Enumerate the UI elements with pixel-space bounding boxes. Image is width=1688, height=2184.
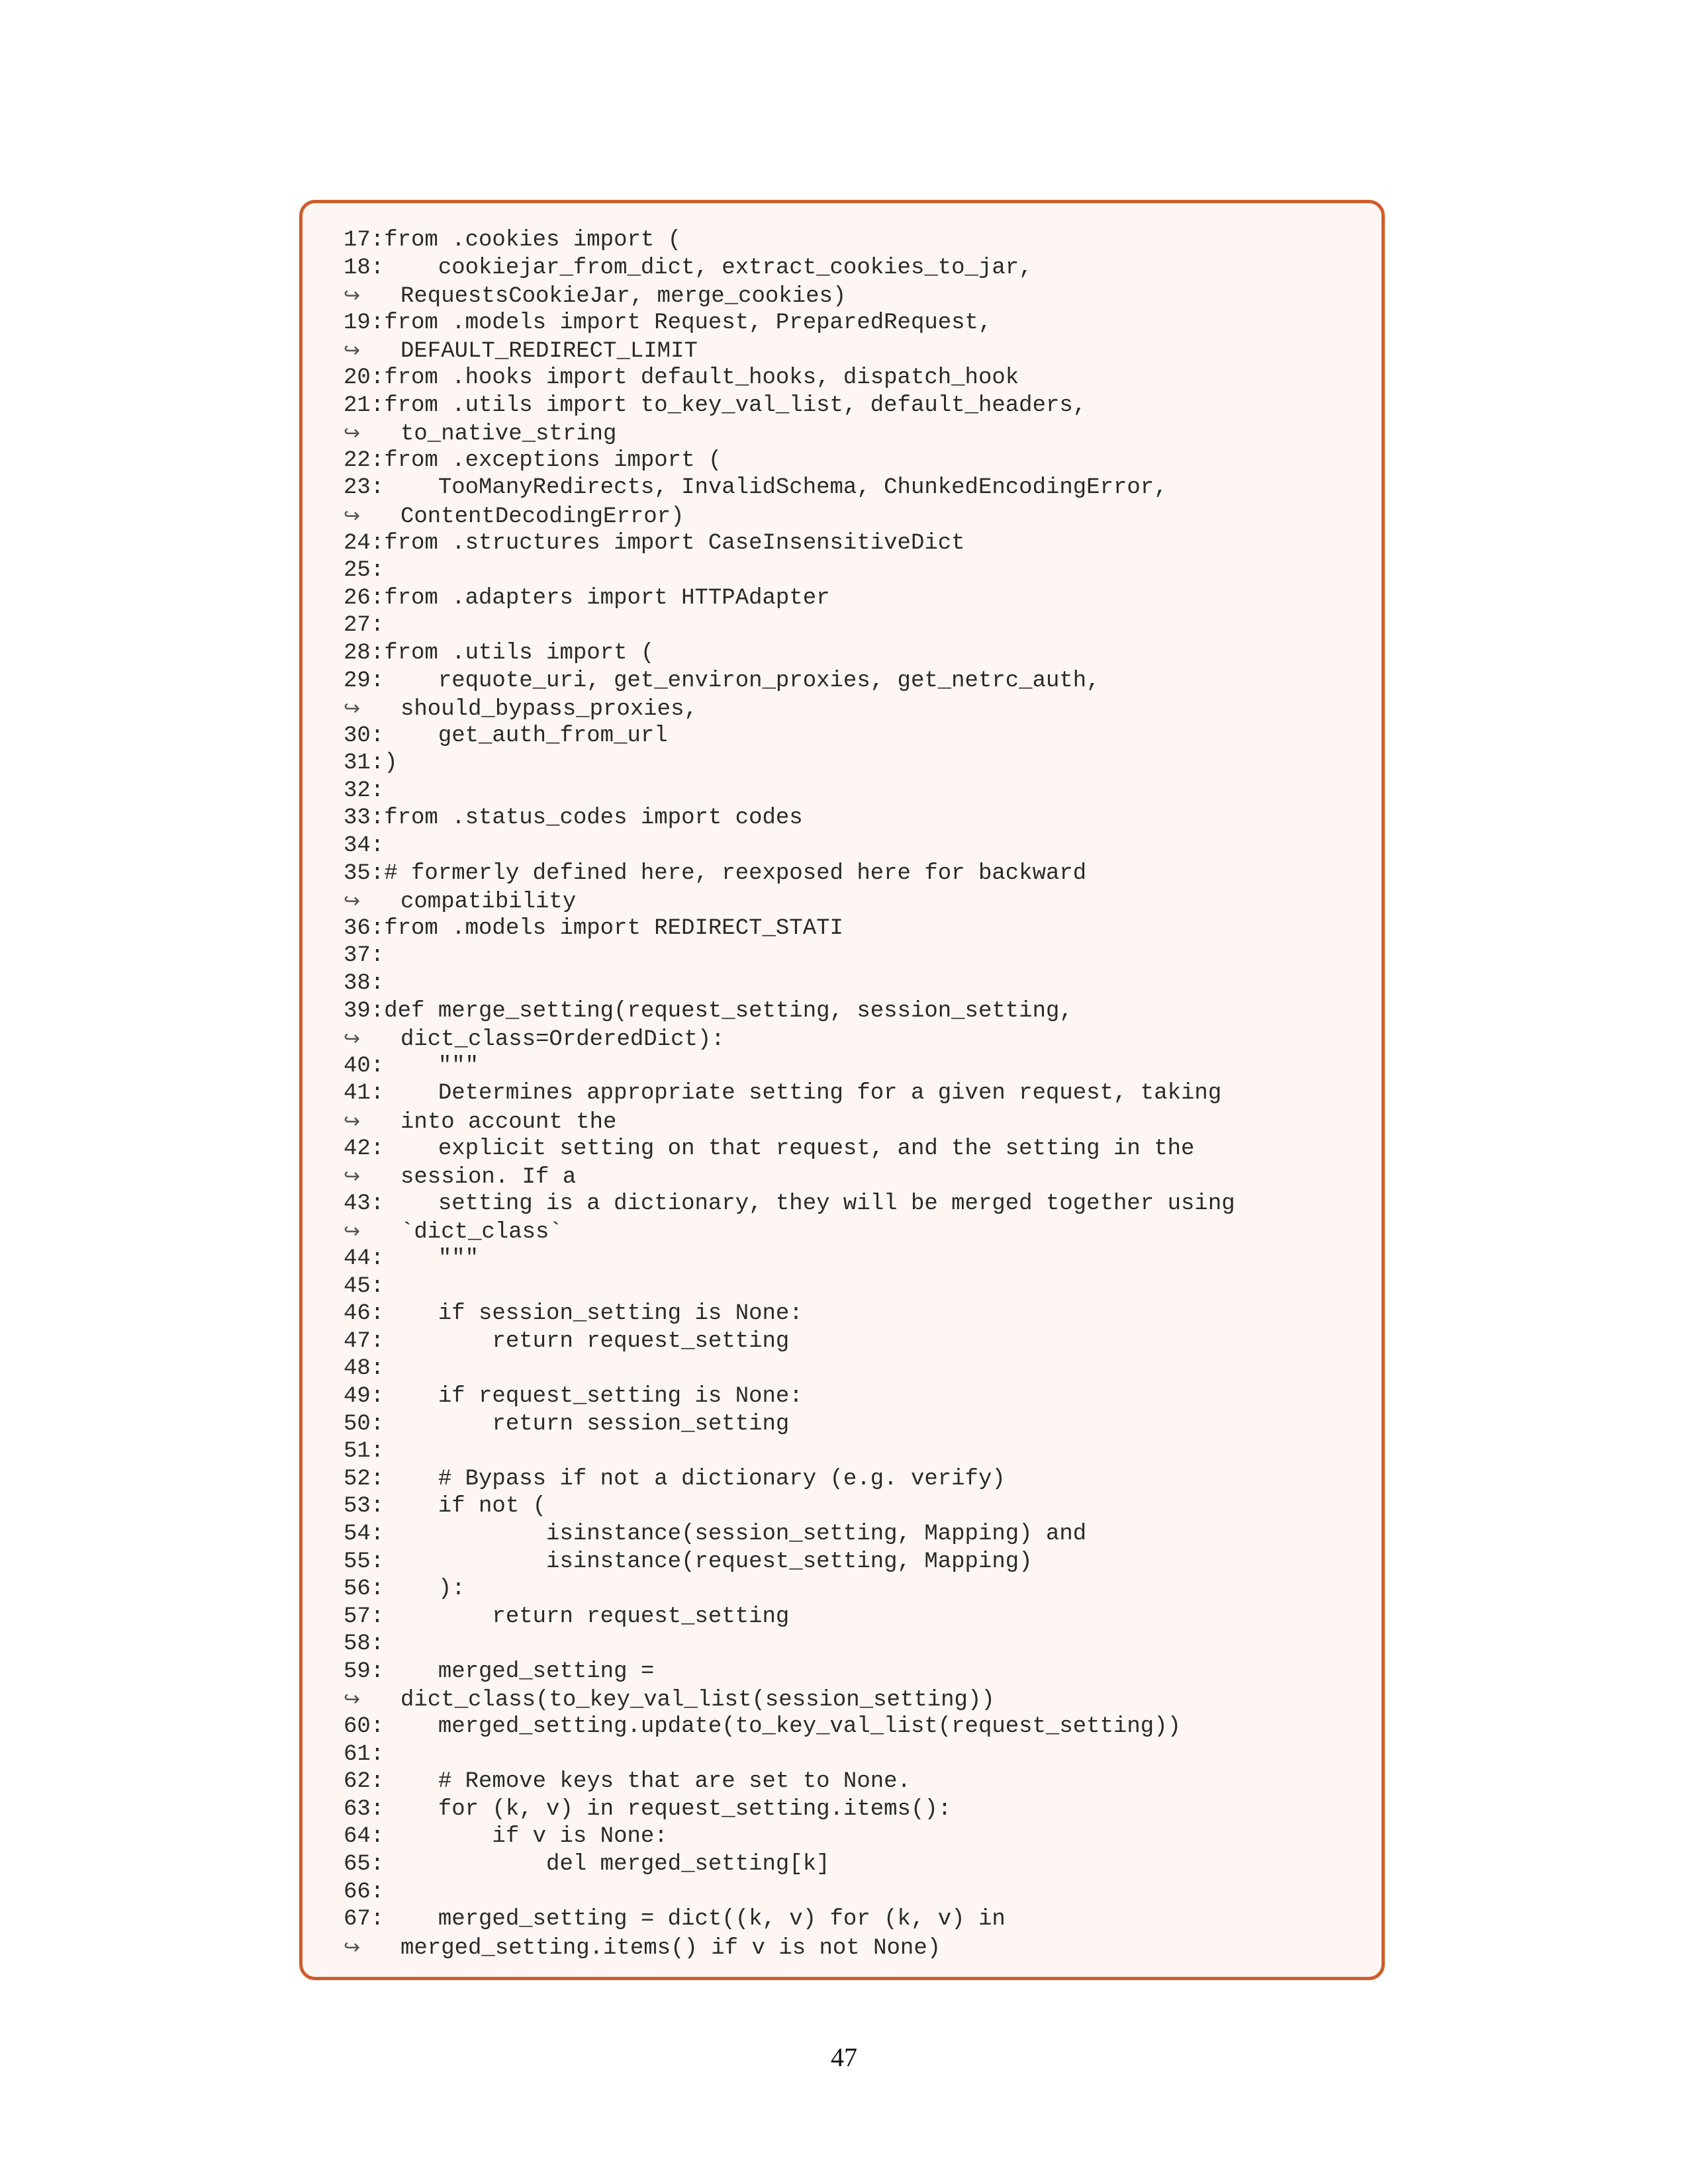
code-line-text: 43: setting is a dictionary, they will be merged together using xyxy=(344,1191,1235,1216)
code-line xyxy=(344,1796,1368,1824)
code-continuation-line xyxy=(344,1218,1368,1246)
line-wrap-arrow-icon: ↪ xyxy=(344,1165,361,1189)
code-line xyxy=(344,1355,1368,1383)
code-line-text: 22:from .exceptions import ( xyxy=(344,447,722,473)
code-line xyxy=(344,640,1368,668)
code-line-text: 29: requote_uri, get_environ_proxies, get_netrc_auth, xyxy=(344,668,1100,694)
code-line-text: into account the xyxy=(400,1110,617,1135)
code-line xyxy=(344,778,1368,805)
code-line xyxy=(344,475,1368,502)
code-line-text: 40: """ xyxy=(344,1053,479,1079)
code-line-text: 26:from .adapters import HTTPAdapter xyxy=(344,585,830,611)
code-line-text: 44: """ xyxy=(344,1246,479,1271)
code-line xyxy=(344,557,1368,585)
line-wrap-arrow-icon: ↪ xyxy=(344,1935,361,1959)
code-line-text: 36:from .models import REDIRECT_STATI xyxy=(344,915,843,941)
code-line xyxy=(344,1604,1368,1631)
code-line-text: 34: xyxy=(344,833,385,859)
code-line xyxy=(344,365,1368,392)
code-continuation-line xyxy=(344,695,1368,723)
code-line xyxy=(344,1879,1368,1907)
code-line xyxy=(344,970,1368,998)
code-line xyxy=(344,998,1368,1026)
code-line xyxy=(344,1438,1368,1466)
code-line xyxy=(344,1768,1368,1796)
code-line xyxy=(344,1136,1368,1163)
code-line-text: 51: xyxy=(344,1439,385,1465)
code-continuation-line xyxy=(344,502,1368,530)
code-line-text: 19:from .models import Request, PreparedRequest, xyxy=(344,310,992,336)
code-line-text: 17:from .cookies import ( xyxy=(344,228,682,253)
code-line-text: 54: isinstance(session_setting, Mapping) and xyxy=(344,1521,1087,1547)
line-wrap-arrow-icon: ↪ xyxy=(344,697,361,721)
code-line-text: 65: del merged_setting[k] xyxy=(344,1852,830,1878)
code-line-text: 45: xyxy=(344,1273,385,1299)
code-line-text: 39:def merge_setting(request_setting, session_setting, xyxy=(344,998,1073,1024)
code-line-text: 56: ): xyxy=(344,1576,465,1602)
line-wrap-arrow-icon: ↪ xyxy=(344,1027,361,1051)
code-line-text: 55: isinstance(request_setting, Mapping) xyxy=(344,1549,1033,1574)
code-line-text: 27: xyxy=(344,613,385,639)
code-line xyxy=(344,447,1368,475)
code-line xyxy=(344,1549,1368,1576)
code-line xyxy=(344,1741,1368,1769)
code-line xyxy=(344,1823,1368,1851)
code-line xyxy=(344,1851,1368,1879)
code-line xyxy=(344,310,1368,338)
code-line-text: 57: return request_setting xyxy=(344,1604,790,1629)
code-line xyxy=(344,750,1368,778)
code-line-text: 31:) xyxy=(344,751,398,776)
code-line-text: 50: return session_setting xyxy=(344,1411,790,1437)
code-line xyxy=(344,1906,1368,1934)
code-line-text: 24:from .structures import CaseInsensitiveDict xyxy=(344,530,965,556)
code-line xyxy=(344,1300,1368,1328)
line-wrap-arrow-icon: ↪ xyxy=(344,422,361,445)
code-line-text: 28:from .utils import ( xyxy=(344,640,655,666)
code-line-text: 37: xyxy=(344,943,385,969)
line-wrap-arrow-icon: ↪ xyxy=(344,889,361,913)
code-continuation-line xyxy=(344,337,1368,365)
code-line-text: 46: if session_setting is None: xyxy=(344,1301,803,1327)
code-line-text: 42: explicit setting on that request, and the setting in the xyxy=(344,1136,1195,1161)
code-continuation-line xyxy=(344,1108,1368,1136)
code-line-text: 35:# formerly defined here, reexposed here for backward xyxy=(344,860,1087,886)
code-line-text: to_native_string xyxy=(400,422,617,447)
code-line-text: dict_class=OrderedDict): xyxy=(400,1027,725,1053)
code-line xyxy=(344,1659,1368,1686)
code-line-text: 49: if request_setting is None: xyxy=(344,1383,803,1409)
code-line xyxy=(344,723,1368,751)
code-line-text: 53: if not ( xyxy=(344,1494,547,1520)
code-line xyxy=(344,1191,1368,1218)
code-line-text: 52: # Bypass if not a dictionary (e.g. verify) xyxy=(344,1466,1006,1492)
code-line-text: 20:from .hooks import default_hooks, dispatch_hook xyxy=(344,365,1019,390)
code-line xyxy=(344,1383,1368,1411)
code-line-text: 38: xyxy=(344,971,385,997)
code-line xyxy=(344,805,1368,833)
code-line xyxy=(344,860,1368,888)
code-line-text: DEFAULT_REDIRECT_LIMIT xyxy=(400,339,698,365)
code-line-text: 48: xyxy=(344,1356,385,1382)
code-line xyxy=(344,1080,1368,1108)
line-wrap-arrow-icon: ↪ xyxy=(344,504,361,527)
code-line-text: 60: merged_setting.update(to_key_val_list(request_setting)) xyxy=(344,1714,1182,1740)
code-line xyxy=(344,668,1368,696)
line-wrap-arrow-icon: ↪ xyxy=(344,1220,361,1244)
code-line xyxy=(344,1328,1368,1356)
code-line xyxy=(344,1273,1368,1301)
code-line-text: 18: cookiejar_from_dict, extract_cookies_to_jar, xyxy=(344,255,1033,281)
code-line xyxy=(344,585,1368,613)
code-line xyxy=(344,392,1368,420)
code-line-text: 61: xyxy=(344,1741,385,1767)
code-line-text: session. If a xyxy=(400,1165,577,1191)
code-line xyxy=(344,1466,1368,1494)
code-line xyxy=(344,1631,1368,1659)
code-line-text: 33:from .status_codes import codes xyxy=(344,805,803,831)
code-line xyxy=(344,255,1368,283)
code-line xyxy=(344,1521,1368,1549)
code-line-text: `dict_class` xyxy=(400,1220,563,1246)
code-line-text: 67: merged_setting = dict((k, v) for (k, v) in xyxy=(344,1907,1006,1933)
code-line-text: dict_class(to_key_val_list(session_setting)) xyxy=(400,1688,995,1713)
code-line-text: 66: xyxy=(344,1879,385,1905)
code-continuation-line xyxy=(344,1934,1368,1962)
line-wrap-arrow-icon: ↪ xyxy=(344,284,361,308)
code-line-text: 63: for (k, v) in request_setting.items(): xyxy=(344,1796,952,1822)
code-line-text: 59: merged_setting = xyxy=(344,1659,655,1684)
code-line-text: 32: xyxy=(344,778,385,803)
code-line-text: 64: if v is None: xyxy=(344,1824,668,1850)
code-line xyxy=(344,227,1368,255)
code-line-text: RequestsCookieJar, merge_cookies) xyxy=(400,284,847,310)
code-line-text: compatibility xyxy=(400,889,577,915)
code-line-text: 30: get_auth_from_url xyxy=(344,723,668,749)
code-line xyxy=(344,1411,1368,1439)
code-line xyxy=(344,1246,1368,1273)
code-lines xyxy=(344,227,1368,1961)
line-wrap-arrow-icon: ↪ xyxy=(344,1110,361,1133)
code-continuation-line xyxy=(344,1686,1368,1713)
code-line xyxy=(344,612,1368,640)
code-continuation-line xyxy=(344,1163,1368,1191)
line-wrap-arrow-icon: ↪ xyxy=(344,339,361,363)
code-listing-box xyxy=(299,200,1385,1980)
code-continuation-line xyxy=(344,887,1368,915)
code-line xyxy=(344,530,1368,558)
code-continuation-line xyxy=(344,420,1368,447)
code-line-text: 47: return request_setting xyxy=(344,1328,790,1354)
code-line-text: ContentDecodingError) xyxy=(400,504,684,529)
code-line xyxy=(344,1493,1368,1521)
code-continuation-line xyxy=(344,282,1368,310)
code-line xyxy=(344,1053,1368,1081)
code-line xyxy=(344,915,1368,943)
code-line-text: 23: TooManyRedirects, InvalidSchema, ChunkedEncodingError, xyxy=(344,475,1168,501)
code-line xyxy=(344,1576,1368,1604)
code-line xyxy=(344,942,1368,970)
code-line-text: merged_setting.items() if v is not None) xyxy=(400,1935,941,1961)
page-number: 47 xyxy=(831,2042,857,2072)
code-line-text: should_bypass_proxies, xyxy=(400,697,698,723)
code-line-text: 41: Determines appropriate setting for a given request, taking xyxy=(344,1081,1222,1107)
code-line xyxy=(344,833,1368,860)
code-line-text: 58: xyxy=(344,1631,385,1657)
code-line-text: 62: # Remove keys that are set to None. xyxy=(344,1769,911,1795)
code-line-text: 25: xyxy=(344,558,385,584)
code-line xyxy=(344,1713,1368,1741)
line-wrap-arrow-icon: ↪ xyxy=(344,1688,361,1711)
code-line-text: 21:from .utils import to_key_val_list, default_headers, xyxy=(344,392,1087,418)
code-continuation-line xyxy=(344,1025,1368,1053)
